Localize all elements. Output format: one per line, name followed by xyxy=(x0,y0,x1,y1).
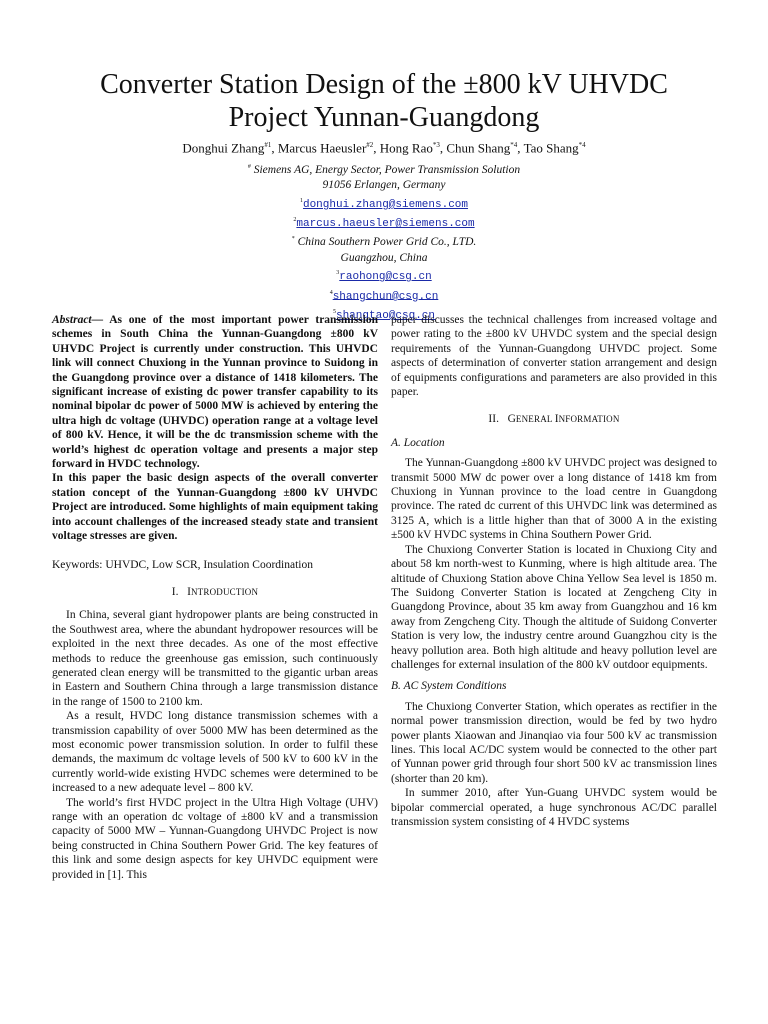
body-paragraph: The Yunnan-Guangdong ±800 kV UHVDC project was designed to transmit 5000 MW dc power over a long distance of 1418 km from Chuxiong in Yunnan province to the load centre in Guangdong province. The rated dc current of this UHVDC link was determined as 3125 A, which is a little higher than that of 3000 A in the existing ±500 kV HVDC systems in China Southern Power Grid. xyxy=(391,457,717,542)
siemens-org xyxy=(40,160,728,178)
affil-org: Siemens AG, Energy Sector, Power Transmission Solution xyxy=(253,163,521,176)
section-title-initial: I xyxy=(187,585,191,598)
author-name: Tao Shang xyxy=(523,140,579,156)
paper-title xyxy=(40,68,728,134)
author-mark: #2 xyxy=(366,141,374,149)
keywords: Keywords: UHVDC, Low SCR, Insulation Coordination xyxy=(52,558,313,571)
email-line xyxy=(40,213,728,232)
body-paragraph: paper discusses the technical challenges from increased voltage and power rating to the ±800 kV UHVDC system and the special design requirements of the Yunnan-Guangdong UHVDC project. Some aspects of determination of converter station arrangement and design of equipments configurations and parameters are also provided in this paper. xyxy=(391,314,717,399)
abstract-text: As one of the most important power transmission schemes in South China the Yunnan-Guangdong ±800 kV UHVDC Project is currently under construction. This UHVDC link will connect Chuxiong in the Yunnan province to Suidong in the Guangdong province over a distance of 1418 kilometers. The significant increase of existing dc power transfer capability to its nominal bipolar dc power of 5000 MW is achieved by entering the ultra high dc voltage (UHVDC) operation range at a voltage level of 800 kV. Hence, it will be the dc transmission scheme with the world’s highest dc operation voltage and presents a major step forward in HVDC technology. xyxy=(52,314,378,471)
author-mark: #1 xyxy=(264,141,272,149)
email-line xyxy=(40,194,728,213)
abstract-paragraph xyxy=(52,313,378,471)
email-line xyxy=(40,266,728,285)
email-link[interactable]: marcus.haeusler@siemens.com xyxy=(296,217,475,230)
csg-org xyxy=(40,232,728,250)
email-mark: 1 xyxy=(299,197,303,204)
subsection-heading-ac-system: B. AC System Conditions xyxy=(391,680,507,693)
affil-org: China Southern Power Grid Co., LTD. xyxy=(297,236,477,249)
email-mark: 4 xyxy=(329,289,333,296)
abstract-label: Abstract— xyxy=(52,314,104,326)
email-mark: 3 xyxy=(336,270,340,277)
section-title-initial: I xyxy=(554,413,559,426)
email-mark: 2 xyxy=(293,217,297,224)
author-sep: , xyxy=(271,140,278,156)
siemens-city: 91056 Erlangen, Germany xyxy=(322,179,446,192)
author-name: Donghui Zhang xyxy=(182,140,265,156)
body-paragraph: The world’s first HVDC project in the Ultra High Voltage (UHV) range with an operation dc voltage of ±800 kV and a transmission capacity of 5000 MW – Yunnan-Guangdong UHVDC Project is now being constructed in China Southern Power Grid. The key features of this link and some design aspects for key UHVDC equipment were provided in [1]. This xyxy=(52,796,378,881)
email-link[interactable]: shangtao@csg.cn xyxy=(335,309,436,322)
author-sep: , xyxy=(439,140,447,156)
author-sep: , xyxy=(517,140,524,156)
email-mark: 5 xyxy=(332,308,336,315)
body-paragraph: In China, several giant hydropower plants are being constructed in the Southwest area, where the abundant hydropower resources will be exploited in the next three decades. As one of the most effective methods to reduce the greenhouse gas emission, such continuously generated clean energy will be transmitted to the gigantic urban areas in Eastern and Southern China through a large transmission distance in the range of 1500 to 2100 km. xyxy=(52,609,378,708)
body-paragraph: In summer 2010, after Yun-Guang UHVDC system would be bipolar commercial operated, a huge synchronous AC/DC parallel transmission system consisting of 4 HVDC systems xyxy=(391,787,717,828)
author-name: Chun Shang xyxy=(446,140,511,156)
left-column xyxy=(52,313,378,882)
title-line-1: Converter Station Design of the ±800 kV UHVDC xyxy=(100,69,668,100)
section-title-rest: NTRODUCTION xyxy=(190,586,259,597)
author-name: Hong Rao xyxy=(379,140,433,156)
author-mark: *4 xyxy=(578,141,586,149)
affil-mark: # xyxy=(247,164,251,170)
author-sep: , xyxy=(373,140,380,156)
csg-city: Guangzhou, China xyxy=(340,251,428,264)
section-heading-general-information xyxy=(391,412,717,426)
section-number: I. xyxy=(171,585,179,598)
section-title-rest: NFORMATION xyxy=(558,414,620,425)
author-mark: *3 xyxy=(432,141,440,149)
section-title-initial: G xyxy=(507,413,516,426)
email-link[interactable]: donghui.zhang@siemens.com xyxy=(302,198,469,211)
body-paragraph: The Chuxiong Converter Station, which operates as rectifier in the normal power transmission direction, would be fed by two hydro power plants Xiaowan and Jinanqiao via four 500 kV ac transmission lines. This local AC/DC system would be connected to the other part of Yunnan power grid through four short 500 kV ac transmission lines (shorter than 20 km). xyxy=(391,700,717,785)
author-list xyxy=(40,136,728,157)
email-line xyxy=(40,286,728,305)
right-column xyxy=(391,313,717,829)
title-line-2: Project Yunnan-Guangdong xyxy=(228,102,540,133)
author-name: Marcus Haeusler xyxy=(277,140,367,156)
affil-mark: * xyxy=(291,236,295,243)
abstract-paragraph-2: In this paper the basic design aspects of the overall converter station concept of the Yunnan-Guangdong ±800 kV UHVDC Project are introduced. Some highlights of main equipment taking into account challenges of the increased steady state and transient voltage stresses are given. xyxy=(52,472,378,543)
section-number: II. xyxy=(488,413,499,426)
author-mark: *4 xyxy=(510,141,518,149)
section-title-rest: ENERAL xyxy=(515,414,555,425)
section-heading-introduction xyxy=(52,585,378,599)
body-paragraph: As a result, HVDC long distance transmission schemes with a transmission capability of over 5000 MW has been determined as the most economic power transmission solution. In order to fulfil these demands, the maximum dc voltage levels of 500 kV to 600 kV in the currently world-wide existing HVDC schemes were determined to be increased to a new adequate level – 800 kV. xyxy=(52,710,378,795)
affiliations xyxy=(40,160,728,324)
subsection-heading-location: A. Location xyxy=(391,436,445,449)
body-paragraph: The Chuxiong Converter Station is located in Chuxiong City and about 58 km north-west to Kunming, where is high altitude area. The altitude of Chuxiong Station above China Yellow Sea level is 1850 m. The Suidong Converter Station is located at Zengcheng City in Guangdong Province, about 35 km away from Guangzhou and 16 km away from Zengcheng City. Though the altitude of Suidong Converter Station is very low, the industry centre around Guangzhou city is the heavy pollution area. Both high altitude and heavy pollution level are challenges for external insulation of the 800 kV outdoor equipments. xyxy=(391,543,717,671)
email-link[interactable]: shangchun@csg.cn xyxy=(332,290,439,303)
email-link[interactable]: raohong@csg.cn xyxy=(339,271,432,284)
